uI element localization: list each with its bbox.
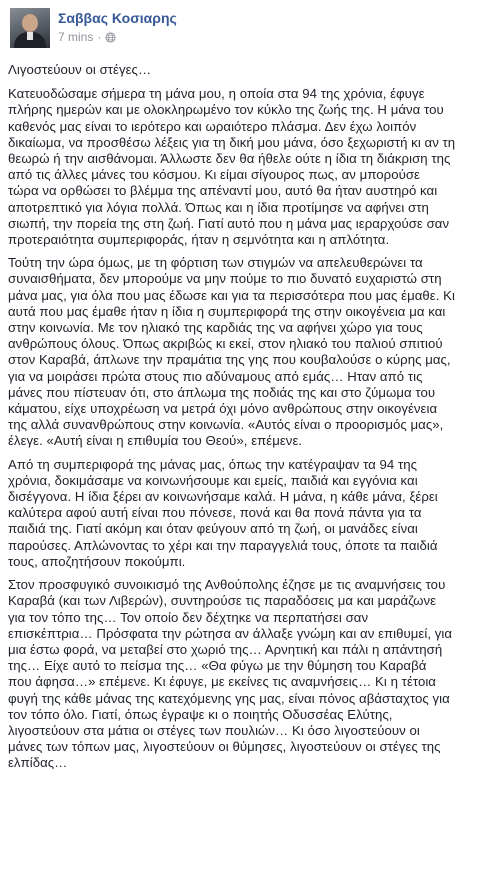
author-avatar[interactable] [10,8,50,48]
post-paragraph [8,457,484,570]
paragraph-line: μάνα μας, για όλα που μας έδωσε και για τα περισσότερα που μας έμαθε. Κι [8,287,455,303]
post-paragraph [8,255,484,449]
paragraph-line: της… Είχε αυτό το πείσμα της… «Θα φύγω με την θύμηση του Καραβά [8,658,427,674]
timestamp-row [58,29,177,45]
post-meta [58,9,177,45]
post-body [8,62,484,779]
paragraph-line: ανθρώπους όλους. Όπως ακριβώς κι εκεί, στον ηλιακό του παλιού σπιτιού [8,336,443,352]
paragraph-line: παρούσες. Απλώνοντας το χέρι και την παραγγελιά τους, όποτε τα παιδιά [8,537,438,553]
paragraph-line: προτεραιότητα συμπεριφοράς, ήταν η σεμνότητα και η απλότητα. [8,232,390,248]
post-header [10,8,177,48]
meta-separator: · [97,30,102,44]
paragraph-line: Στον προσφυγικό συνοικισμό της Ανθούπολης έζησε με τις αναμνήσεις του [8,577,446,593]
paragraph-line: μάνες των τόπων μας, λιγοστεύουν οι θύμησες, λιγοστεύουν οι στέγες της [8,739,441,755]
paragraph-line: στον Καραβά, άπλωνε την πραμάτια της γης που κουβαλούσε ο κύρης μας, [8,352,451,368]
paragraph-line: Τούτη την ώρα όμως, με τη φόρτιση των στιγμών να απελευθερώνει τα [8,255,423,271]
paragraph-line: φυγή της κάθε μάνας της κατεχόμενης γης μας, είναι πόνος αβάσταχτος για [8,690,450,706]
post-paragraph [8,577,484,771]
paragraph-line: Από τη συμπεριφορά της μάνας μας, όπως την κατέγραψαν τα 94 της [8,456,418,472]
paragraph-line: για να μοιράσει πρώτα στους πιο αδύναμους από εμάς… Ηταν από τις [8,368,423,384]
author-name[interactable]: Σαββας Κοσιαρης [58,10,177,26]
paragraph-line: έλεγε. «Αυτή είναι η επιθυμία του Θεού», επέμενε. [8,433,303,449]
post-opening-line [8,62,484,78]
globe-icon[interactable] [105,32,116,43]
paragraph-line: ελπίδας… [8,755,68,771]
paragraph-line: Καραβά (και των Λιβερών), συντηρούσε τις παραδόσεις μα και μαράζωνε [8,593,437,609]
paragraph-line: που άφησα…» επέμενε. Κι έφυγε, με εκείνες τις αναμνήσεις… Κι η τέτοια [8,674,436,690]
paragraph-line: συναισθήματα, δεν μπορούμε να μην πούμε το πιο δυνατό ευχαριστώ στη [8,271,442,287]
paragraph-line: αυτά που μας έμαθε ήταν η ίδια η συμπεριφορά της στην οικογένεια μα και [8,303,446,319]
post-timestamp[interactable]: 7 mins [58,30,94,44]
paragraph-line: πλήρης ημερών και με ολοκληρωμένο τον κύκλο της ζωής της. Η μάνα του [8,102,444,118]
paragraph-line: τον τόπο όλο. Γιατί, όπως έγραψε κι ο ποιητής Οδυσσέας Ελύτης, [8,706,393,722]
paragraph-line: θεωρώ ή την αισθάνομαι. Άλλωστε δεν θα ήθελε ούτε η ίδια τη διάκριση της [8,151,451,167]
paragraph-line: τώρα να ορθώσει το βλέμμα της απέναντί μου, αυτό θα ήταν αυστηρό και [8,183,438,199]
avatar-head [22,14,38,32]
paragraph-line: δικαίωμα, να προσθέσω λέξεις για τη δική μου μάνα, όσο ξεχωριστή κι αν τη [8,134,456,150]
paragraph-line: κάματου, είχε υποχρέωση να μετρά όχι μόνο ανθρώπους στην οικογένεια [8,401,438,417]
paragraph-line: τους, αποζητήσουν ποκούμπι. [8,553,186,569]
paragraph-line: λιγοστεύουν στα μάτια οι στέγες των πουλιών… Κι όσο λιγοστεύουν οι [8,722,420,738]
paragraph-line: μια έστω φορά, να μεταβεί στο χωριό της… Αρνητική και πάλι η απάντησή [8,641,443,657]
paragraph-line: Κατευοδώσαμε σήμερα τη μάνα μου, η οποία στα 94 της χρόνια, έφυγε [8,86,425,102]
paragraph-line: από τις άλλες μάνες του κόσμου. Κι είμαι σίγουρος πως, αν μπορούσε [8,167,420,183]
post-paragraph [8,86,484,248]
paragraph-line: παιδιά της. Γιατί ακόμη και όταν φεύγουν από τη ζωή, οι μανάδες είναι [8,521,418,537]
paragraph-line: καλύτερα αφού αυτή είναι που πόνεσε, πονά και θα πονά πάντα για τα [8,505,422,521]
paragraph-line: χρόνια, δοκιμάσαμε να κοινωνήσουμε και εμείς, παιδιά και εγγόνια και [8,472,418,488]
paragraph-line: επισκέπτρια… Πρόσφατα την ρώτησα αν άλλαξε γνώμη και αν επιθυμεί, για [8,625,453,641]
paragraph-line: για τον τόπο της… Τον οποίο δεν δέχτηκε να περπατήσει σαν [8,609,369,625]
paragraph-line: αποτρεπτικό για λόγια πολλά. Όπως και η ίδια προτίμησε να αφήνει στη [8,199,429,215]
paragraph-line: στην κοινωνία. Με τον ηλιακό της καρδιάς της να αφήνει χώρο για τους [8,320,423,336]
paragraph-line: της αλλά συνανθρώπους στην κοινωνία. «Αυτός είναι ο προορισμός μας», [8,417,444,433]
paragraph-line: καθενός μας είναι το ιερότερο και ωραιότερο πλάσμα. Δεν έχω λοιπόν [8,118,417,134]
paragraph-line: σιωπή, την πορεία της στη ζωή. Γιατί αυτό που η μάνα μας ιεραρχούσε σαν [8,215,450,231]
paragraph-line: μάνες που πίστευαν ότι, στο άπλωμα της ποδιάς της και στο ζύμωμα του [8,384,436,400]
avatar-collar [27,32,33,40]
paragraph-line: δισέγγονα. Η ίδια ξέρει αν κοινωνήσαμε καλά. Η μάνα, η κάθε μάνα, ξέρει [8,489,438,505]
paragraph-line: Λιγοστεύουν οι στέγες… [8,62,152,77]
